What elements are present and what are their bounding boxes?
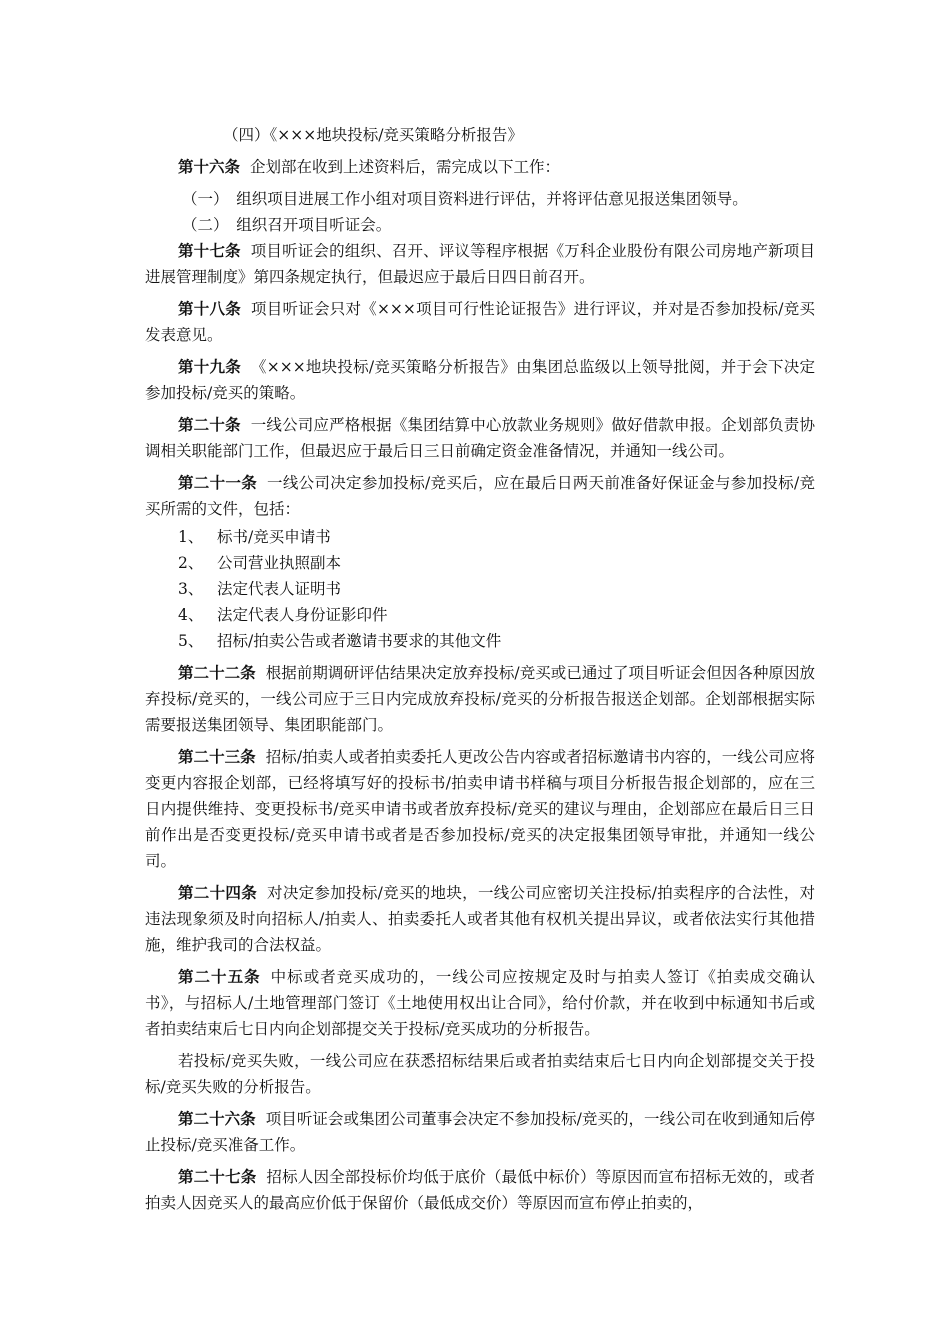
- list-item: [145, 576, 815, 602]
- paragraph-text: 项目听证会只对《×××项目可行性论证报告》进行评议，并对是否参加投标/竞买发表意见。: [145, 300, 815, 344]
- paragraph-text: 《×××地块投标/竞买策略分析报告》由集团总监级以上领导批阅，并于会下决定参加投标/竞买的策略。: [145, 358, 815, 402]
- paragraph: [145, 186, 815, 212]
- list-item-number: 3、: [178, 580, 204, 598]
- paragraph-text: 项目听证会或集团公司董事会决定不参加投标/竞买的，一线公司在收到通知后停止投标/竞买准备工作。: [145, 1110, 815, 1154]
- article-heading: 第二十条: [178, 415, 241, 434]
- article-paragraph: [145, 964, 815, 1042]
- article-heading: 第十七条: [178, 241, 241, 260]
- paragraph-text: 公司营业执照副本: [217, 554, 342, 572]
- list-item-number: 5、: [178, 632, 204, 650]
- paragraph-text: 对决定参加投标/竞买的地块，一线公司应密切关注投标/拍卖程序的合法性，对违法现象须及时向招标人/拍卖人、拍卖委托人或者其他有权机关提出异议，或者依法实行其他措施，维护我司的合法权益。: [145, 884, 815, 954]
- article-heading: 第二十六条: [178, 1109, 256, 1128]
- paragraph-text: 法定代表人身份证影印件: [217, 606, 388, 624]
- article-heading: 第二十四条: [178, 883, 258, 902]
- article-heading: 第二十二条: [178, 663, 256, 682]
- list-item: [145, 524, 815, 550]
- article-heading: 第二十五条: [178, 967, 261, 986]
- list-item-number: 2、: [178, 554, 204, 572]
- article-paragraph: [145, 296, 815, 348]
- paragraph-text: 企划部在收到上述资料后，需完成以下工作：: [250, 158, 561, 176]
- paragraph: [145, 1048, 815, 1100]
- article-paragraph: [145, 154, 815, 180]
- paragraph-text: 标书/竞买申请书: [217, 528, 331, 546]
- list-item-number: 1、: [178, 528, 204, 546]
- article-paragraph: [145, 660, 815, 738]
- paragraph-text: 招标/拍卖公告或者邀请书要求的其他文件: [217, 632, 502, 650]
- article-paragraph: [145, 354, 815, 406]
- article-heading: 第十六条: [178, 157, 241, 176]
- document-body: [145, 122, 815, 1222]
- article-paragraph: [145, 238, 815, 290]
- paragraph-text: 招标人因全部投标价均低于底价（最低中标价）等原因而宣布招标无效的，或者拍卖人因竞买人的最高应价低于保留价（最低成交价）等原因而宣布停止拍卖的，: [145, 1168, 815, 1212]
- article-paragraph: [145, 1164, 815, 1216]
- article-heading: 第十九条: [178, 357, 241, 376]
- paragraph-text: 中标或者竞买成功的，一线公司应按规定及时与拍卖人签订《拍卖成交确认书》，与招标人/土地管理部门签订《土地使用权出让合同》，给付价款，并在收到中标通知书后或者拍卖结束后七日内向企划部提交关于投标/竞买成功的分析报告。: [145, 968, 815, 1038]
- paragraph-text: 一线公司决定参加投标/竞买后，应在最后日两天前准备好保证金与参加投标/竞买所需的文件，包括：: [145, 474, 815, 518]
- paragraph-text: 一线公司应严格根据《集团结算中心放款业务规则》做好借款申报。企划部负责协调相关职能部门工作，但最迟应于最后日三日前确定资金准备情况，并通知一线公司。: [145, 416, 815, 460]
- paragraph: [145, 122, 815, 148]
- list-item: [145, 628, 815, 654]
- list-item: [145, 602, 815, 628]
- paragraph-text: （一） 组织项目进展工作小组对项目资料进行评估，并将评估意见报送集团领导。: [182, 190, 748, 208]
- article-paragraph: [145, 744, 815, 874]
- paragraph-text: （二） 组织召开项目听证会。: [182, 216, 392, 234]
- article-heading: 第二十一条: [178, 473, 258, 492]
- paragraph: [145, 212, 815, 238]
- paragraph-text: 招标/拍卖人或者拍卖委托人更改公告内容或者招标邀请书内容的，一线公司应将变更内容报企划部，已经将填写好的投标书/拍卖申请书样稿与项目分析报告报企划部的，应在三日内提供维持、变更投标书/竞买申请书或者放弃投标/竞买的建议与理由，企划部应在最后日三日前作出是否变更投标/竞买申请书或者是否参加投标/竞买的决定报集团领导审批，并通知一线公司。: [145, 748, 815, 870]
- list-item-number: 4、: [178, 606, 204, 624]
- article-heading: 第十八条: [178, 299, 241, 318]
- article-heading: 第二十七条: [178, 1167, 257, 1186]
- paragraph-text: 根据前期调研评估结果决定放弃投标/竞买或已通过了项目听证会但因各种原因放弃投标/竞买的，一线公司应于三日内完成放弃投标/竞买的分析报告报送企划部。企划部根据实际需要报送集团领导、集团职能部门。: [145, 664, 815, 734]
- article-paragraph: [145, 880, 815, 958]
- article-paragraph: [145, 412, 815, 464]
- paragraph-text: 项目听证会的组织、召开、评议等程序根据《万科企业股份有限公司房地产新项目进展管理制度》第四条规定执行，但最迟应于最后日四日前召开。: [145, 242, 815, 286]
- article-paragraph: [145, 1106, 815, 1158]
- paragraph-text: 若投标/竞买失败，一线公司应在获悉招标结果后或者拍卖结束后七日内向企划部提交关于投标/竞买失败的分析报告。: [145, 1052, 815, 1096]
- paragraph-text: 法定代表人证明书: [217, 580, 342, 598]
- article-heading: 第二十三条: [178, 747, 256, 766]
- list-item: [145, 550, 815, 576]
- paragraph-text: （四）《×××地块投标/竞买策略分析报告》: [223, 126, 523, 144]
- article-paragraph: [145, 470, 815, 522]
